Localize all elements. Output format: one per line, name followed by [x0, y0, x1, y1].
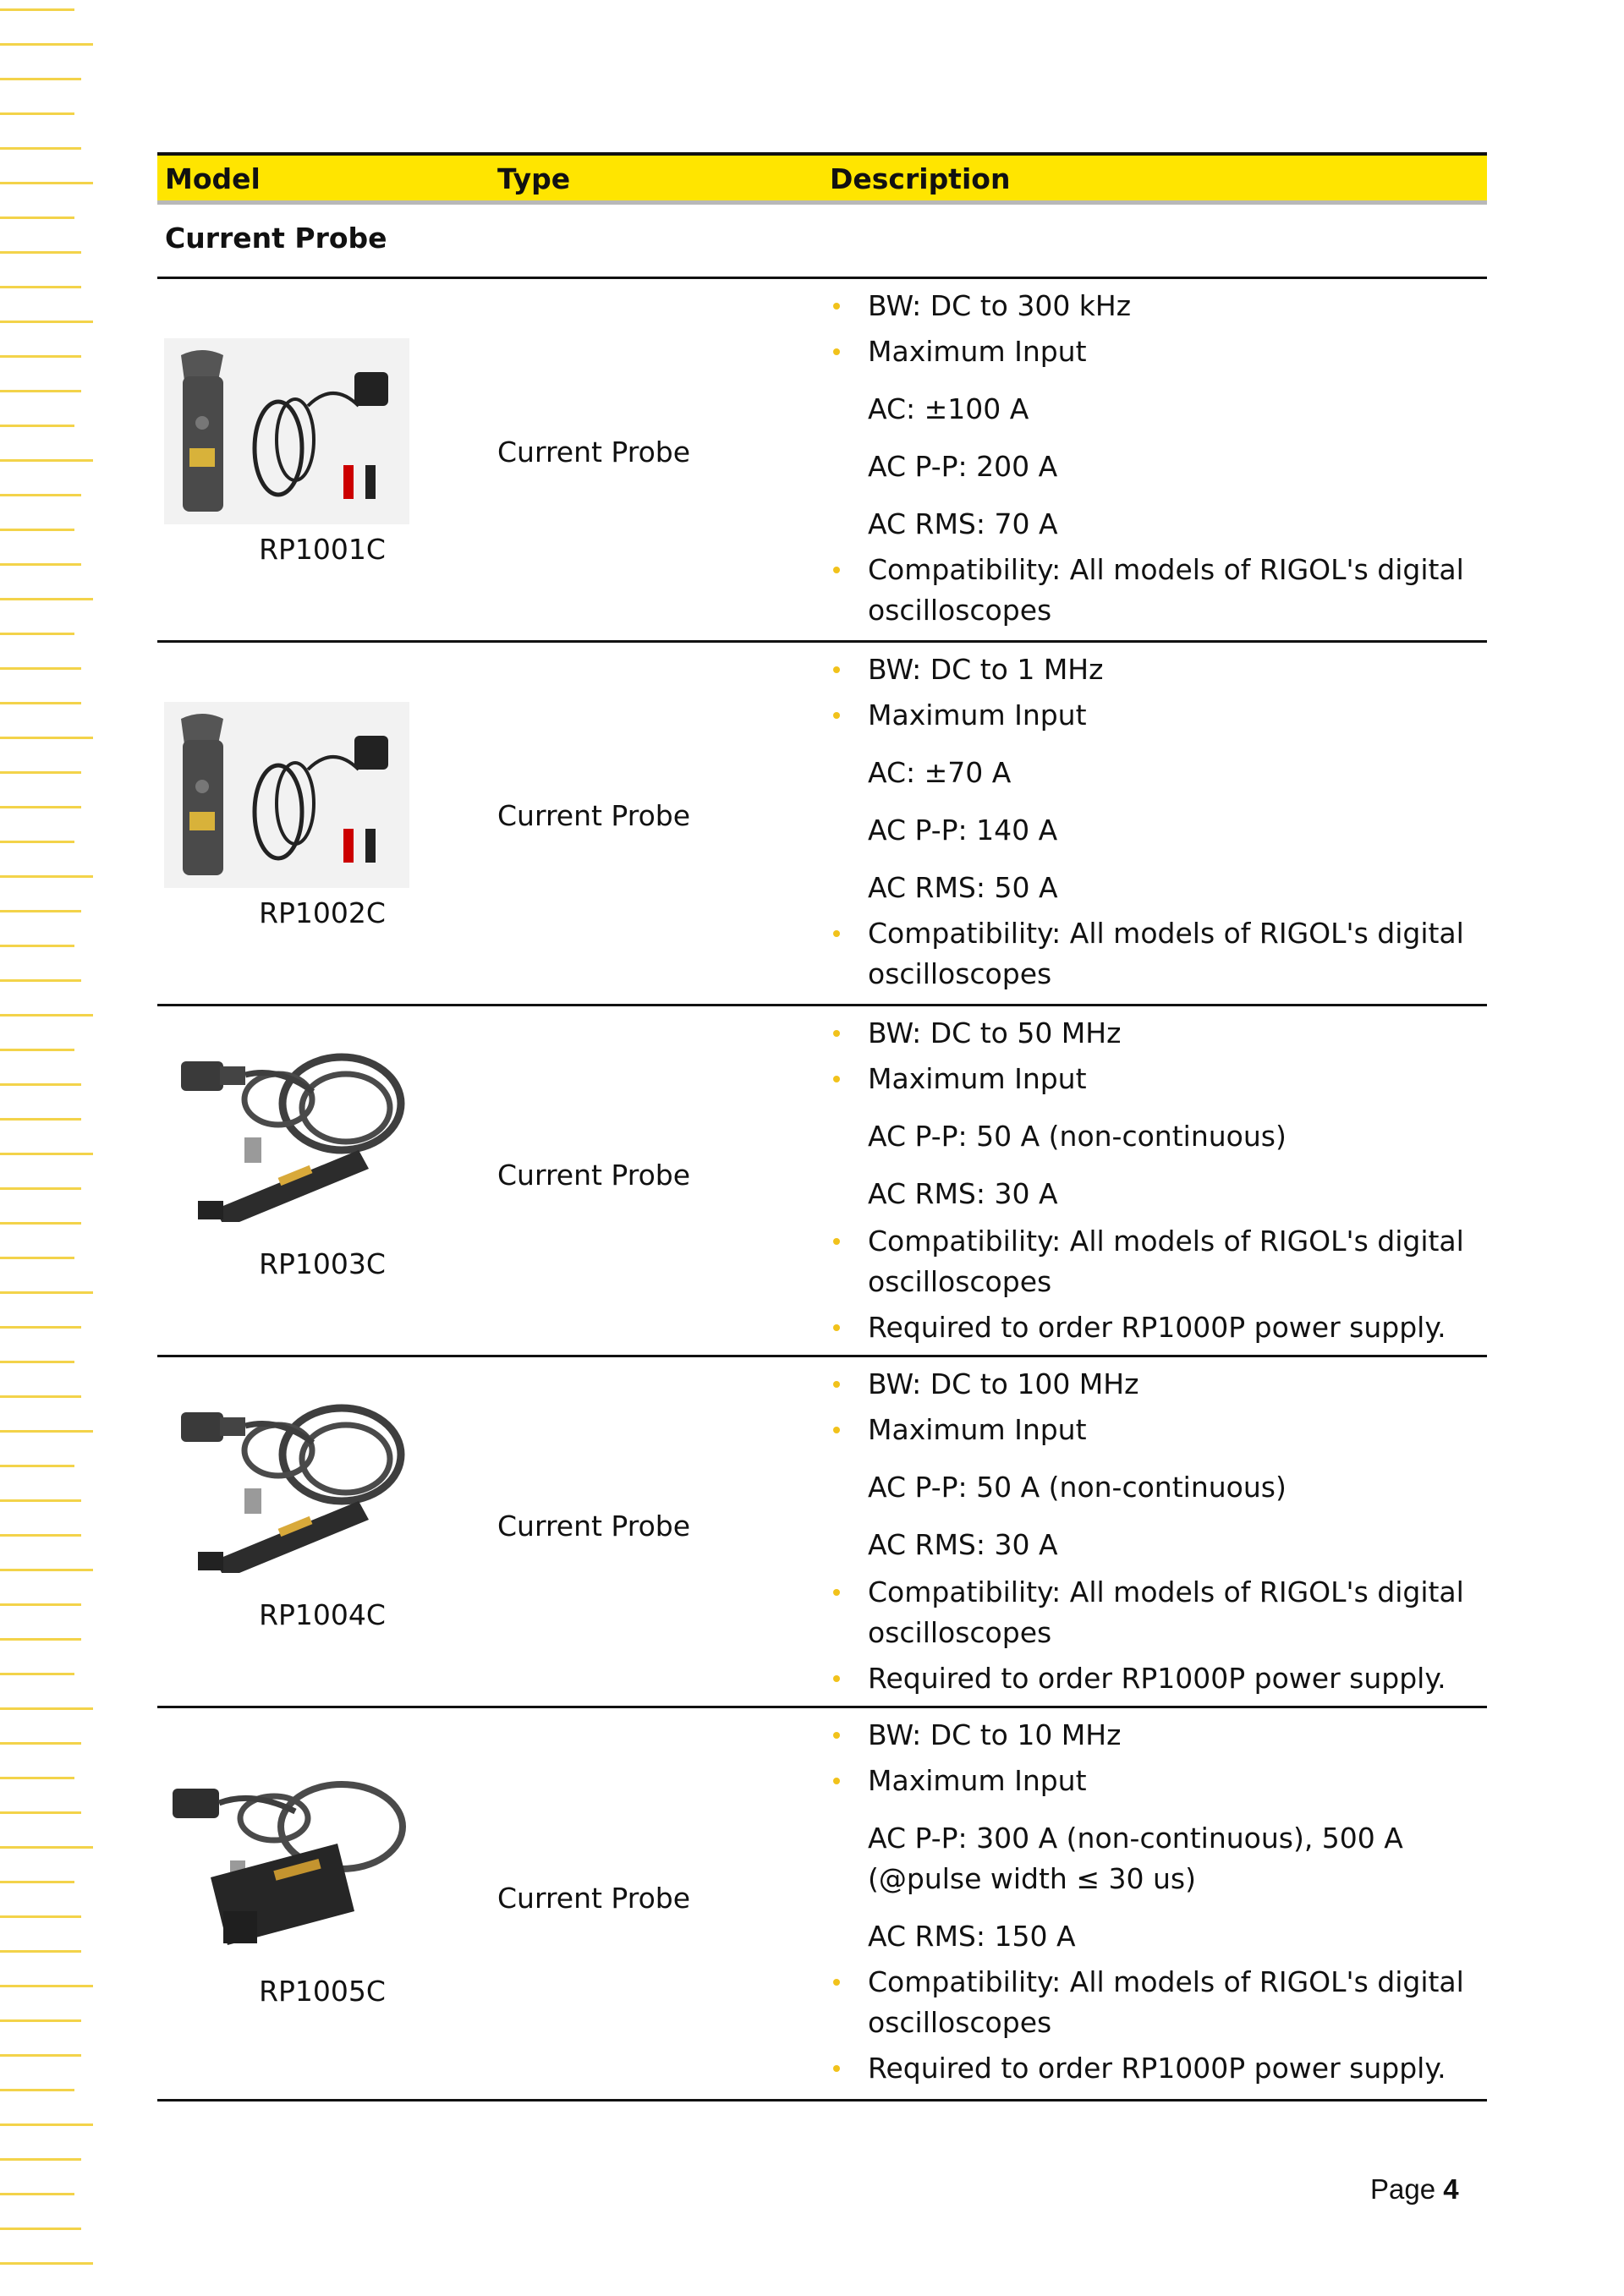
model-name: RP1002C	[259, 896, 386, 929]
side-mark	[0, 1534, 81, 1537]
side-mark	[0, 1499, 81, 1502]
side-mark	[0, 1222, 81, 1225]
side-mark	[0, 1811, 81, 1814]
side-mark	[0, 2262, 93, 2265]
side-mark	[0, 425, 74, 427]
side-mark	[0, 598, 93, 600]
side-mark	[0, 78, 81, 80]
section-heading	[157, 205, 1487, 279]
side-mark	[0, 1881, 74, 1883]
side-mark	[0, 182, 93, 184]
table-row	[157, 1006, 1487, 1357]
side-mark	[0, 633, 74, 635]
description-text: Required to order RP1000P power supply.	[868, 2052, 1446, 2085]
description-text: oscilloscopes	[868, 2006, 1052, 2039]
side-mark	[0, 1049, 74, 1051]
model-name: RP1003C	[259, 1247, 386, 1280]
side-mark	[0, 355, 81, 358]
header-model: Model	[165, 162, 261, 195]
description-text: Compatibility: All models of RIGOL's digital	[868, 1225, 1464, 1258]
description-text: oscilloscopes	[868, 957, 1052, 990]
description-text: oscilloscopes	[868, 1616, 1052, 1649]
side-mark	[0, 1638, 81, 1641]
large-clamp-current-probe-icon	[164, 1767, 409, 1954]
side-mark	[0, 286, 81, 288]
side-mark	[0, 1291, 93, 1294]
side-mark	[0, 1707, 93, 1710]
model-cell	[157, 643, 487, 1004]
description-text: Maximum Input	[868, 699, 1087, 732]
side-mark	[0, 1187, 81, 1190]
model-name: RP1005C	[259, 1975, 386, 2008]
model-cell	[157, 1006, 487, 1355]
type-cell: Current Probe	[497, 799, 691, 832]
side-mark	[0, 563, 81, 566]
description-text: BW: DC to 50 MHz	[868, 1016, 1122, 1049]
description-text: BW: DC to 100 MHz	[868, 1367, 1139, 1400]
description-text: AC RMS: 70 A	[868, 507, 1058, 540]
description-text: Compatibility: All models of RIGOL's digital	[868, 917, 1464, 950]
description-text: AC P-P: 300 A (non-continuous), 500 A	[868, 1822, 1403, 1855]
table-header	[157, 152, 1487, 205]
side-mark	[0, 945, 74, 947]
description-text: BW: DC to 1 MHz	[868, 653, 1104, 686]
header-description: Description	[830, 162, 1011, 195]
side-mark	[0, 112, 74, 115]
description-text: Required to order RP1000P power supply.	[868, 1311, 1446, 1344]
table-row	[157, 279, 1487, 643]
description-text: AC P-P: 50 A (non-continuous)	[868, 1471, 1287, 1504]
description-text: Maximum Input	[868, 1764, 1087, 1797]
side-mark	[0, 1083, 81, 1086]
side-mark	[0, 2123, 93, 2126]
type-cell: Current Probe	[497, 1510, 691, 1543]
coiled-current-probe-icon	[164, 1036, 409, 1222]
side-mark	[0, 43, 93, 46]
description-text: Compatibility: All models of RIGOL's digital	[868, 553, 1464, 586]
side-mark	[0, 1846, 93, 1849]
side-mark	[0, 771, 81, 774]
description-text: AC: ±70 A	[868, 756, 1012, 789]
section-title: Current Probe	[165, 222, 387, 255]
description-text: Maximum Input	[868, 1062, 1087, 1095]
table-row	[157, 1708, 1487, 2101]
description-text: oscilloscopes	[868, 1265, 1052, 1298]
side-mark	[0, 2228, 81, 2230]
table-row	[157, 1357, 1487, 1708]
model-name: RP1001C	[259, 533, 386, 566]
side-mark	[0, 2019, 81, 2022]
side-mark	[0, 1257, 74, 1259]
side-mark	[0, 1430, 93, 1433]
header-type: Type	[497, 162, 571, 195]
side-mark	[0, 2193, 74, 2195]
description-text: Maximum Input	[868, 335, 1087, 368]
side-mark	[0, 806, 81, 808]
side-mark	[0, 737, 93, 739]
page-number	[1370, 2173, 1459, 2206]
side-mark	[0, 1361, 74, 1363]
description-text: AC: ±100 A	[868, 392, 1029, 425]
side-mark	[0, 1603, 81, 1606]
coiled-current-probe-icon	[164, 1387, 409, 1573]
side-mark	[0, 251, 81, 254]
description-text: (@pulse width ≤ 30 us)	[868, 1862, 1196, 1895]
clamp-probe-with-adapter-icon	[164, 338, 409, 524]
side-mark	[0, 2089, 74, 2091]
side-mark	[0, 1326, 81, 1329]
table-row	[157, 643, 1487, 1006]
description-text: Maximum Input	[868, 1413, 1087, 1446]
description-text: oscilloscopes	[868, 594, 1052, 627]
side-mark	[0, 979, 81, 982]
type-cell: Current Probe	[497, 436, 691, 469]
model-cell	[157, 1357, 487, 1706]
side-mark	[0, 1673, 74, 1675]
clamp-probe-with-adapter-icon	[164, 702, 409, 888]
page-number-value: 4	[1443, 2173, 1459, 2205]
side-mark	[0, 1950, 81, 1953]
model-cell	[157, 1708, 487, 2099]
side-mark	[0, 702, 81, 704]
description-text: AC RMS: 30 A	[868, 1177, 1058, 1210]
side-mark	[0, 667, 81, 670]
description-text: AC RMS: 150 A	[868, 1920, 1076, 1953]
side-mark	[0, 1465, 74, 1467]
description-text: AC P-P: 200 A	[868, 450, 1058, 483]
side-mark	[0, 2158, 81, 2161]
description-text: AC RMS: 30 A	[868, 1528, 1058, 1561]
type-cell: Current Probe	[497, 1882, 691, 1915]
description-text: BW: DC to 300 kHz	[868, 289, 1132, 322]
type-cell: Current Probe	[497, 1159, 691, 1192]
probe-table	[157, 152, 1487, 2101]
side-mark	[0, 910, 81, 912]
side-mark	[0, 1118, 81, 1121]
side-mark	[0, 494, 81, 496]
side-mark	[0, 390, 81, 392]
side-decoration	[0, 0, 102, 2296]
side-mark	[0, 1569, 93, 1571]
side-mark	[0, 321, 93, 323]
model-cell	[157, 279, 487, 640]
side-mark	[0, 841, 74, 843]
description-text: Compatibility: All models of RIGOL's digital	[868, 1575, 1464, 1608]
table-body	[157, 279, 1487, 2101]
side-mark	[0, 216, 74, 219]
side-mark	[0, 1153, 93, 1155]
side-mark	[0, 1777, 74, 1779]
side-mark	[0, 875, 93, 878]
description-text: BW: DC to 10 MHz	[868, 1718, 1122, 1751]
page-label: Page	[1370, 2173, 1436, 2205]
side-mark	[0, 147, 81, 150]
side-mark	[0, 2054, 81, 2057]
side-mark	[0, 459, 93, 462]
description-text: AC RMS: 50 A	[868, 871, 1058, 904]
description-text: Compatibility: All models of RIGOL's digital	[868, 1965, 1464, 1998]
side-mark	[0, 529, 74, 531]
side-mark	[0, 8, 74, 11]
description-text: AC P-P: 50 A (non-continuous)	[868, 1120, 1287, 1153]
side-mark	[0, 1395, 81, 1398]
model-name: RP1004C	[259, 1598, 386, 1631]
description-text: AC P-P: 140 A	[868, 814, 1058, 847]
side-mark	[0, 1014, 93, 1016]
description-text: Required to order RP1000P power supply.	[868, 1662, 1446, 1695]
side-mark	[0, 1985, 93, 1987]
side-mark	[0, 1915, 81, 1918]
side-mark	[0, 1742, 81, 1745]
